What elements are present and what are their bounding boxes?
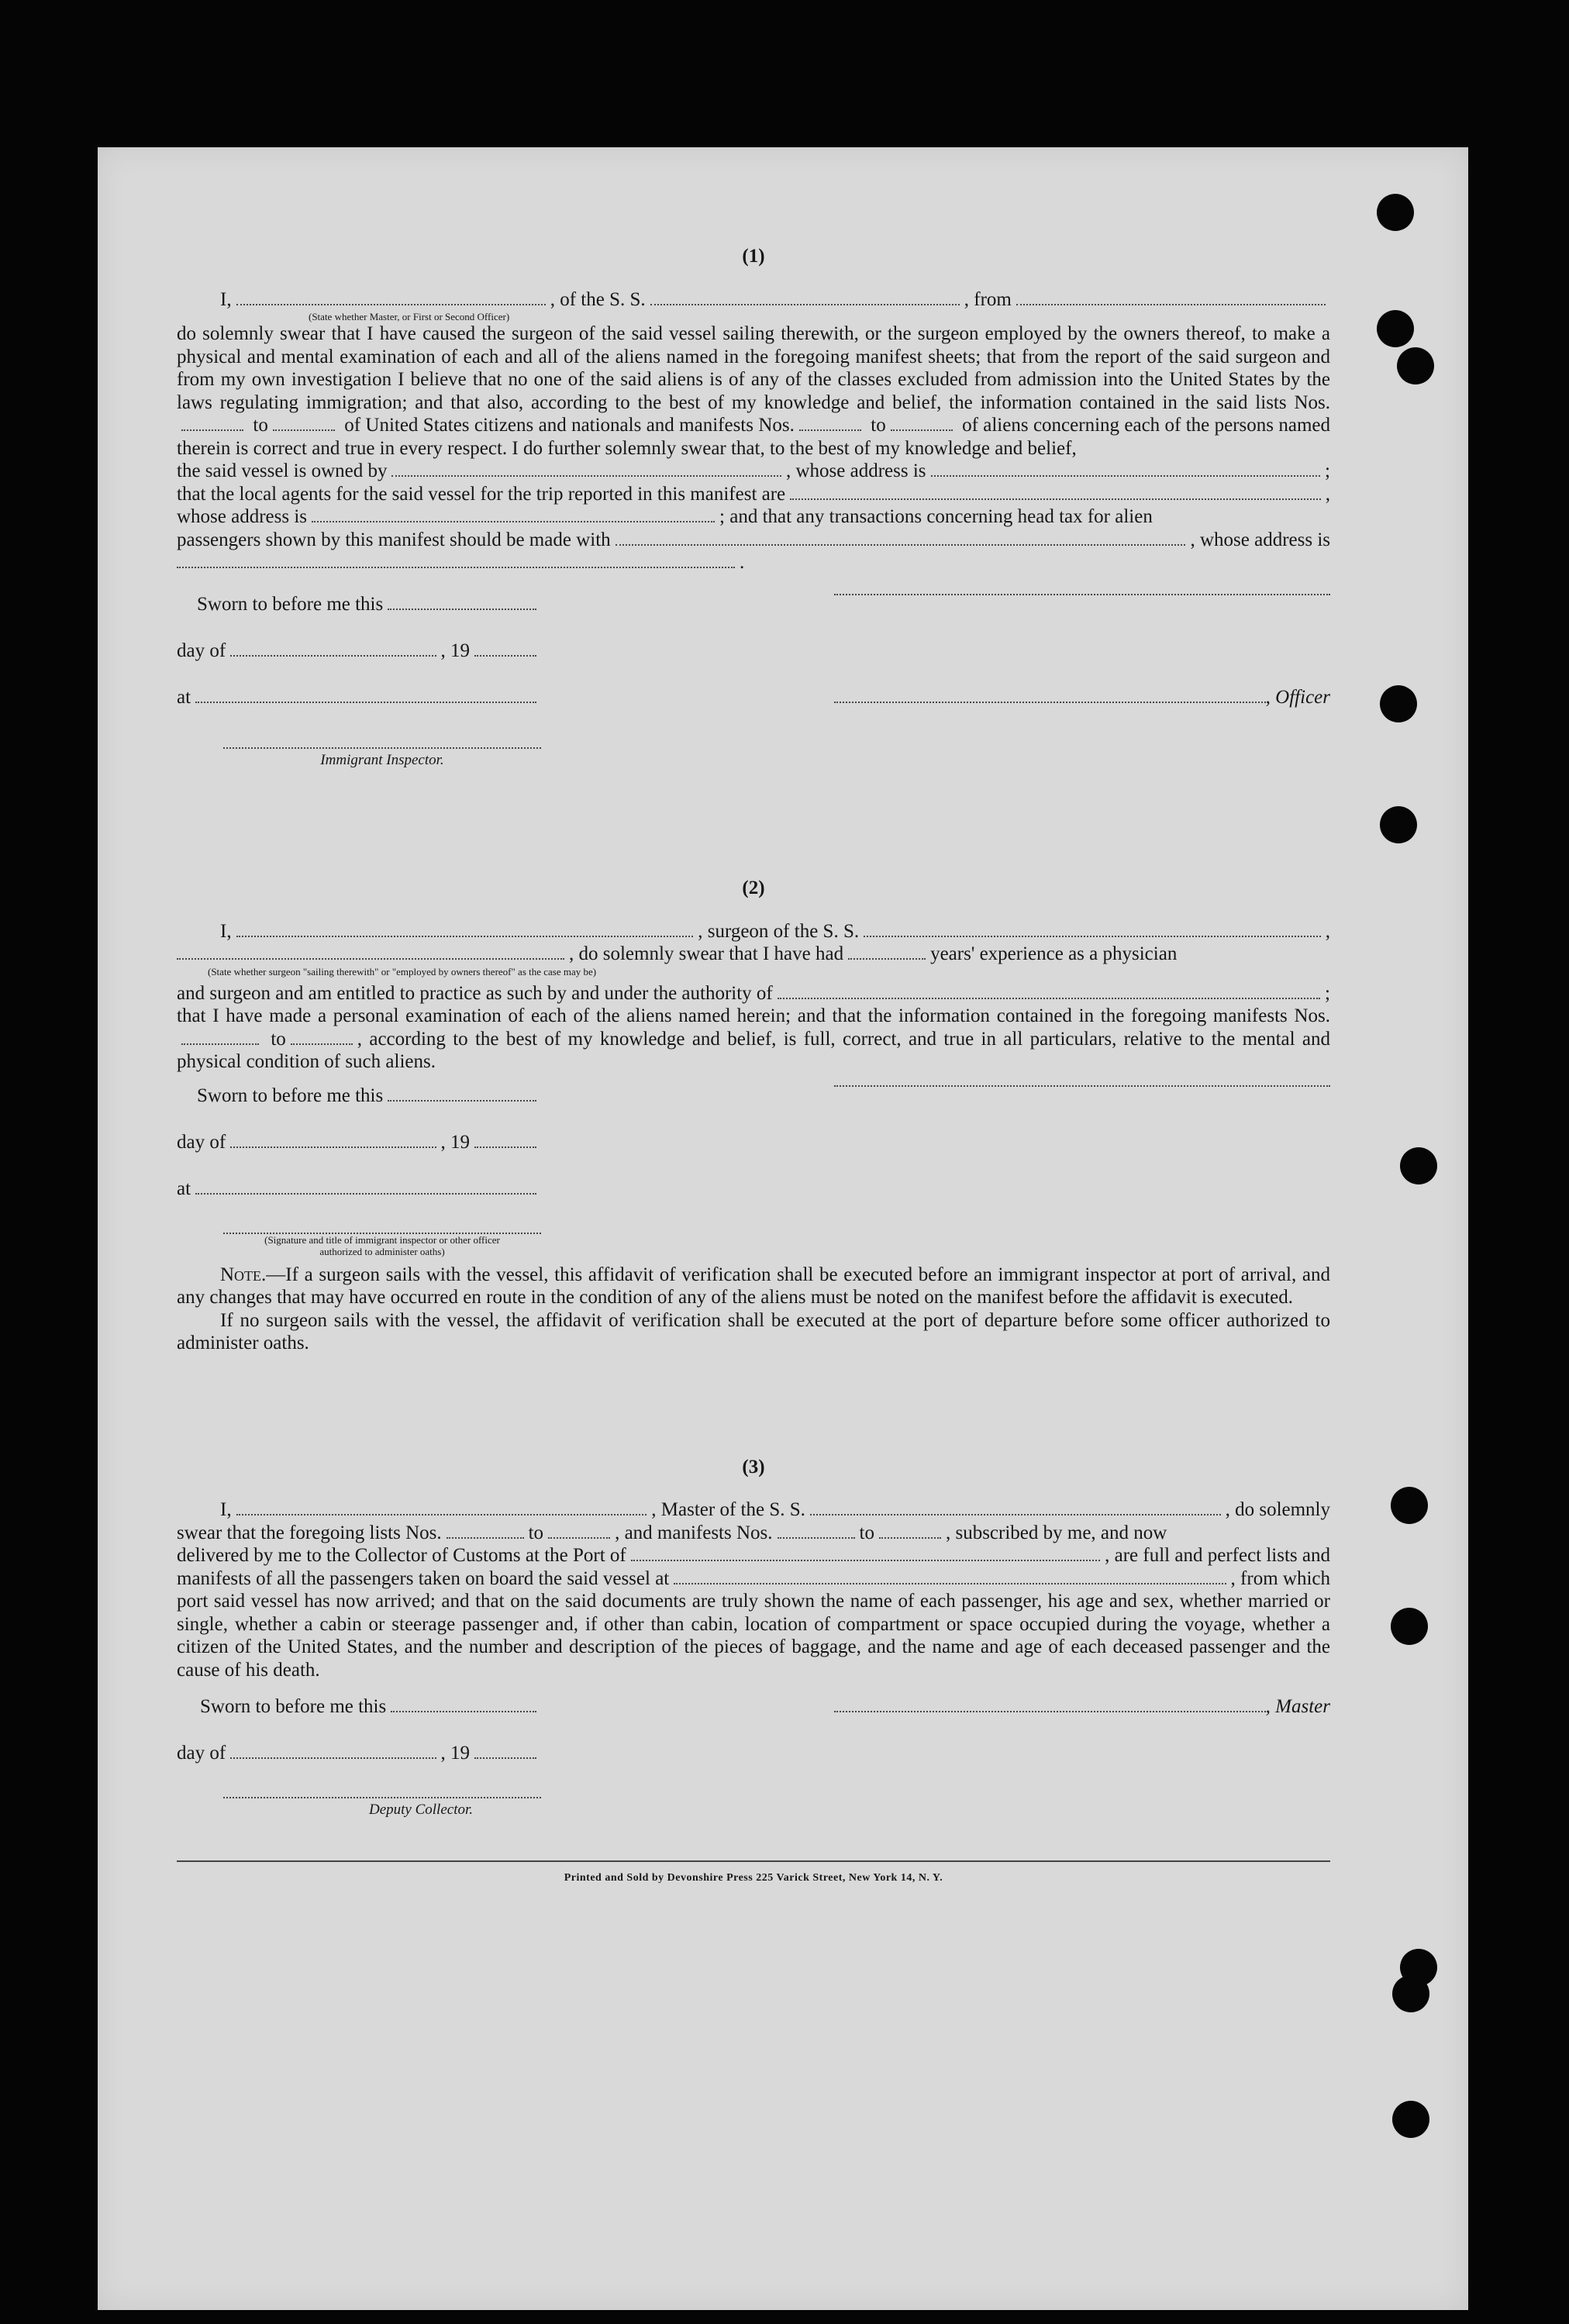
s3-boarded-port-field[interactable] <box>674 1582 1226 1584</box>
binder-hole <box>1391 1487 1428 1524</box>
binder-hole <box>1391 1608 1428 1645</box>
s2-authority-field[interactable] <box>778 997 1320 999</box>
binder-hole <box>1397 347 1434 384</box>
s2-note: Note.—If a surgeon sails with the vessel, this affidavit of verification shall be executed before an immigrant inspector at port of arrival, and any changes that may have occurred en route in the condition of any of the aliens must be noted on the manifest before the affidavit is executed. <box>177 1264 1330 1308</box>
s1-at-field[interactable] <box>195 701 536 703</box>
s1-signature-field-1[interactable] <box>834 593 1330 595</box>
s1-lists-from-field[interactable] <box>181 429 243 431</box>
s3-master-signature-field[interactable] <box>834 1710 1266 1712</box>
s1-agents-line: that the local agents for the said vessel for the trip reported in this manifest are , <box>177 483 1330 505</box>
printer-footer: Printed and Sold by Devonshire Press 225 Varick Street, New York 14, N. Y. <box>564 1871 943 1884</box>
s2-oath-body: that I have made a personal examination of each of the aliens named herein; and that the information contained in the foregoing manifests Nos. to , according to the best of my knowledge and belief, is full, correct, and true in all particulars, relative to the mental and physical condition of such aliens. <box>177 1005 1331 1072</box>
binder-hole <box>1392 2101 1429 2138</box>
s1-day-field[interactable] <box>230 654 436 657</box>
binder-hole <box>1380 806 1417 843</box>
s1-headtax-address-field[interactable] <box>177 566 735 568</box>
s2-manifests-to-field[interactable] <box>291 1043 353 1045</box>
s1-ship-field[interactable] <box>650 303 960 305</box>
s3-lists-line: swear that the foregoing lists Nos. to , and manifests Nos. to , subscribed by me, and now <box>177 1522 1167 1543</box>
s3-year-field[interactable] <box>474 1757 536 1759</box>
s2-signature-block: Sworn to before me this day of , 19 at (Signature and title of immigrant inspector or other officer authorized to administer oaths) <box>177 1084 1330 1257</box>
s2-year-field[interactable] <box>474 1146 536 1148</box>
s1-owner-field[interactable] <box>391 474 781 477</box>
s3-manifests-to-field[interactable] <box>879 1536 941 1539</box>
s1-agents-address-field[interactable] <box>312 520 715 522</box>
binder-hole <box>1380 685 1417 722</box>
s1-inspector-caption: Immigrant Inspector. <box>320 751 444 768</box>
s3-sworn-date-field[interactable] <box>391 1710 536 1712</box>
s3-master-label: , Master <box>1265 1696 1330 1717</box>
s3-port-field[interactable] <box>631 1559 1100 1561</box>
s2-surgeon-signature-field[interactable] <box>834 1084 1330 1087</box>
s1-officer-caption: (State whether Master, or First or Second Officer) <box>309 311 510 322</box>
s3-boarded-line: manifests of all the passengers taken on board the said vessel at , from which <box>177 1567 1330 1589</box>
s1-signature-block: Sworn to before me this day of , 19 at Immigrant Inspector. , Officer <box>177 593 1330 772</box>
s1-agents-field[interactable] <box>790 498 1321 500</box>
s2-sworn-date-field[interactable] <box>388 1099 536 1102</box>
s1-manifests-from-field[interactable] <box>799 429 861 431</box>
binder-hole <box>1392 1975 1429 2012</box>
form-content <box>177 245 1330 1889</box>
binder-hole <box>1377 310 1414 347</box>
s3-signature-block: Sworn to before me this day of , 19 Deputy Collector. , Master <box>177 1695 1330 1822</box>
s1-manifests-to-field[interactable] <box>891 429 953 431</box>
s2-ship-field[interactable] <box>864 935 1321 937</box>
s1-headtax-field[interactable] <box>616 543 1186 546</box>
s1-owner-line: the said vessel is owned by , whose address is ; <box>177 460 1330 481</box>
s1-officer-field[interactable] <box>236 303 546 305</box>
section-1-number: (1) <box>742 246 765 267</box>
s2-signature-caption: (Signature and title of immigrant inspector or other officer authorized to administer oaths) <box>264 1233 500 1257</box>
s2-day-field[interactable] <box>230 1146 436 1148</box>
binder-hole <box>1377 194 1414 231</box>
s1-from-field[interactable] <box>1016 303 1326 305</box>
s1-owner-address-field[interactable] <box>931 474 1321 477</box>
binder-hole <box>1400 1147 1437 1184</box>
s3-manifests-from-field[interactable] <box>778 1536 855 1539</box>
s1-officer-line <box>177 288 1330 312</box>
s1-from: , from <box>964 288 1012 310</box>
s1-i: I, <box>220 288 232 310</box>
s2-years-field[interactable] <box>848 957 926 960</box>
s2-surgeon-caption: (State whether surgeon "sailing therewith" or "employed by owners thereof" as the case may be) <box>208 965 597 978</box>
s3-collector-caption: Deputy Collector. <box>368 1802 474 1818</box>
s1-year-field[interactable] <box>474 654 536 657</box>
s1-headtax-line: passengers shown by this manifest should be made with , whose address is <box>177 529 1330 550</box>
s2-authority-line: and surgeon and am entitled to practice as such by and under the authority of ; <box>177 982 1330 1004</box>
s2-at-field[interactable] <box>195 1192 536 1195</box>
s1-lists-to-field[interactable] <box>273 429 335 431</box>
s1-officer-label: , Officer <box>1265 686 1330 708</box>
footer-rule <box>177 1860 1330 1862</box>
s3-master-name-field[interactable] <box>236 1513 647 1515</box>
s1-agents-address-line: whose address is ; and that any transactions concerning head tax for alien <box>177 506 1153 527</box>
section-2-number: (2) <box>742 878 765 898</box>
s3-oath-body: port said vessel has now arrived; and that on the said documents are truly shown the name of each passenger, his age and sex, whether married or single, whether a cabin or steerage passenger and, if other than cabin, location of compartment or space occupied during the voyage, whether a citizen of the United States, and the number and description of the pieces of baggage, and the name and age of each deceased passenger and the cause of his death. <box>177 1591 1330 1681</box>
s1-headtax-address-line: . <box>177 551 1330 574</box>
s2-manifests-from-field[interactable] <box>181 1043 259 1045</box>
s3-master-line: I, , Master of the S. S. , do solemnly <box>220 1499 1331 1520</box>
s2-surgeon-name-field[interactable] <box>236 935 694 937</box>
s1-oath-body: do solemnly swear that I have caused the surgeon of the said vessel sailing therewith, or the surgeon employed by the owners thereof, to make a physical and mental examination of each and all of the aliens named in the foregoing manifest sheets; that from the report of the said surgeon and from my own investigation I believe that no one of the said aliens is of any of the classes excluded from admission into the United States by the laws regulating immigration; and that also, according to the best of my knowledge and belief, the information contained in the said lists Nos. to of United States citizens and nationals and manifests Nos. to of aliens concerning each of the persons named therein is correct and true in every respect. I do further solemnly swear that, to the best of my knowledge and belief, <box>177 323 1331 459</box>
s3-lists-from-field[interactable] <box>447 1536 524 1539</box>
s1-sworn-date-field[interactable] <box>388 608 536 610</box>
s2-surgeon-type-field[interactable] <box>177 957 564 960</box>
s3-day-field[interactable] <box>230 1757 436 1759</box>
s2-note-2: If no surgeon sails with the vessel, the affidavit of verification shall be executed at the port of departure before some officer authorized to administer oaths. <box>177 1309 1330 1353</box>
s3-ship-field[interactable] <box>810 1513 1221 1515</box>
s2-surgeon-line: I, , surgeon of the S. S. , <box>220 920 1331 942</box>
s3-lists-to-field[interactable] <box>548 1536 610 1539</box>
s3-port-line: delivered by me to the Collector of Customs at the Port of , are full and perfect lists and <box>177 1545 1330 1566</box>
s1-officer-signature-field[interactable] <box>834 701 1266 703</box>
section-3-number: (3) <box>742 1456 765 1477</box>
s2-experience-line: , do solemnly swear that I have had years' experience as a physician <box>177 943 1330 966</box>
s1-of-ss: , of the S. S. <box>550 288 646 310</box>
